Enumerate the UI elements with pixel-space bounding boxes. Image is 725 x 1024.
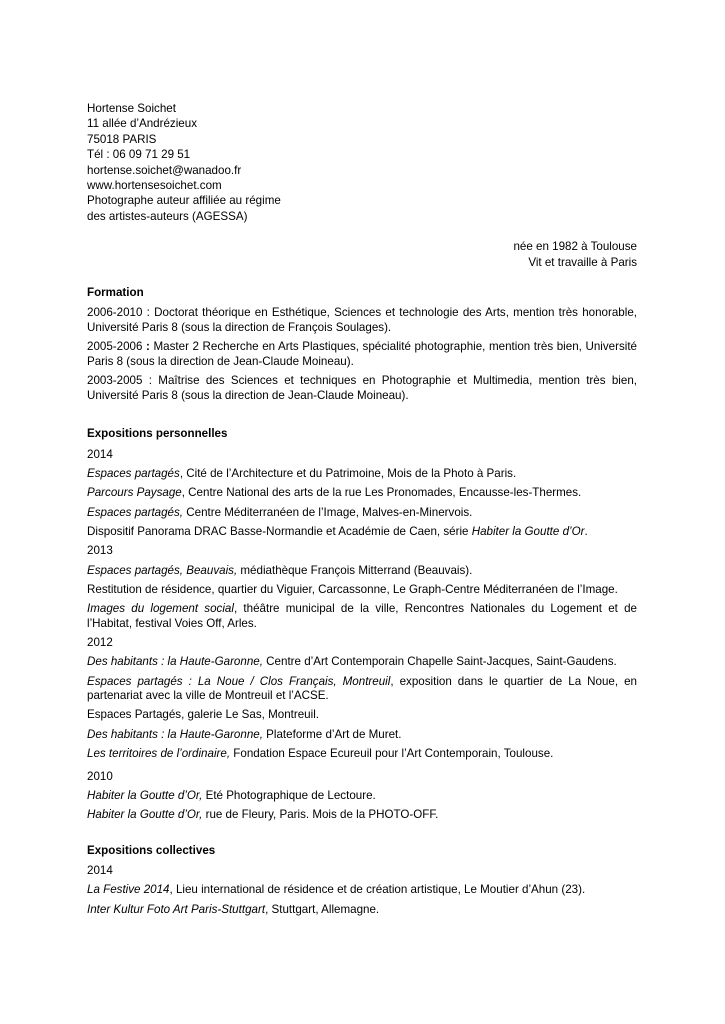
contact-role-line1: Photographe auteur affiliée au régime [87,194,281,208]
expositions-collectives-heading: Expositions collectives [87,843,216,857]
formation-entry-years: 2003-2005 : [87,374,152,388]
exhibition-item [87,602,637,631]
exhibition-details: Centre Méditerranéen de l’Image, Malves-en-Minervois. [183,505,473,519]
year-label: 2014 [87,447,113,461]
exhibition-details: , Cité de l’Architecture et du Patrimoine, Mois de la Photo à Paris. [179,467,517,481]
contact-block [87,101,637,224]
exhibition-item: Restitution de résidence, quartier du Viguier, Carcassonne, Le Graph-Centre Méditerranéen de l’Image. [87,582,618,596]
exhibition-item: Espaces Partagés, galerie Le Sas, Montreuil. [87,708,319,722]
birth-block [87,239,637,270]
formation-entry-years: 2005-2006 [87,340,143,354]
exhibition-title: Espaces partagés, Beauvais, [87,563,238,577]
formation-entry [87,340,637,369]
exhibition-title: Habiter la Goutte d’Or, [87,808,203,822]
section-spacer [87,403,637,426]
year-label: 2010 [87,769,113,783]
exhibition-title: Inter Kultur Foto Art Paris-Stuttgart [87,902,266,916]
contact-name: Hortense Soichet [87,102,176,115]
formation-entry-years: 2006-2010 : [87,306,150,320]
exhibition-item [87,789,637,804]
exhibition-item [87,903,637,918]
exhibition-title: Espaces partagés, [87,505,184,519]
contact-city: 75018 PARIS [87,132,157,146]
formation-section [87,285,637,403]
exhibition-details: , Stuttgart, Allemagne. [265,902,380,916]
exhibition-details: Eté Photographique de Lectoure. [202,788,376,802]
birth-line1: née en 1982 à Toulouse [513,240,637,254]
cv-page [87,101,637,917]
formation-entry [87,306,637,335]
exhibition-item [87,728,637,743]
exhibition-details: , Centre National des arts de la rue Les Pronomades, Encausse-les-Thermes. [181,486,582,500]
formation-entry [87,374,637,403]
section-spacer [87,823,637,843]
exhibition-details: , Lieu international de résidence et de création artistique, Le Moutier d’Ahun (23). [169,883,586,897]
exhibition-item [87,808,637,823]
expositions-collectives-section [87,843,637,918]
exhibition-item [87,747,637,762]
expositions-personnelles-heading: Expositions personnelles [87,427,228,441]
exhibition-title: La Festive 2014 [87,883,170,897]
contact-phone: Tél : 06 09 71 29 51 [87,148,191,162]
exhibition-item [87,486,637,501]
exhibition-title: Les territoires de l’ordinaire, [87,747,231,761]
exhibition-item [87,467,637,482]
exhibition-details: Plateforme d’Art de Muret. [262,727,402,741]
exhibition-details: Centre d’Art Contemporain Chapelle Saint-Jacques, Saint-Gaudens. [262,655,617,669]
birth-line2: Vit et travaille à Paris [528,255,637,269]
exhibition-title: Images du logement social [87,602,234,616]
exhibition-details: , exposition dans le quartier de La Noue, en partenariat avec la ville de Montreuil et l’ACSE. [87,674,638,703]
exhibition-details: Fondation Espace Ecureuil pour l’Art Contemporain, Toulouse. [230,747,554,761]
exhibition-item [87,655,637,670]
contact-website: www.hortensesoichet.com [87,179,222,193]
exhibition-details: médiathèque François Mitterrand (Beauvais). [237,563,473,577]
exhibition-item [87,675,637,704]
year-label: 2013 [87,544,113,558]
formation-entry-separator: : [142,340,154,354]
exhibition-item [87,506,637,521]
formation-entry-text: Maîtrise des Sciences et techniques en Photographie et Multimedia, mention très bien, Université Paris 8 (sous la direction de Jean-Claude Moineau). [87,374,637,402]
exhibition-title: Parcours Paysage [87,486,182,500]
formation-heading: Formation [87,286,144,300]
year-label: 2014 [87,864,113,878]
exhibition-item [87,564,637,579]
exhibition-title: Des habitants : la Haute-Garonne, [87,727,263,741]
exhibition-details: rue de Fleury, Paris. Mois de la PHOTO-OFF. [202,808,439,822]
exhibition-title: Espaces partagés : La Noue / Clos Français, Montreuil [87,674,391,688]
formation-entry-text: Master 2 Recherche en Arts Plastiques, spécialité photographie, mention très bien, Université Paris 8 (sous la direction de Jean-Claude Moineau). [87,340,637,368]
exhibition-details: , théâtre municipal de la ville, Rencontres Nationales du Logement et de l’Habitat, festival Voies Off, Arles. [87,602,637,630]
exhibition-title: Habiter la Goutte d’Or [471,525,585,539]
expositions-personnelles-section [87,426,637,822]
contact-street: 11 allée d’Andrézieux [87,117,197,131]
exhibition-item [87,525,637,540]
exhibition-title: Des habitants : la Haute-Garonne, [87,655,263,669]
exhibition-details: Dispositif Panorama DRAC Basse-Normandie et Académie de Caen, série [87,525,472,539]
formation-entry-text: Doctorat théorique en Esthétique, Sciences et technologie des Arts, mention très honorable, Université Paris 8 (sous la direction de François Soulages). [87,306,637,334]
contact-email: hortense.soichet@wanadoo.fr [87,163,242,177]
exhibition-punctuation: . [584,525,588,539]
exhibition-title: Habiter la Goutte d’Or, [87,788,203,802]
exhibition-item [87,883,637,898]
exhibition-title: Espaces partagés [87,467,180,481]
contact-role-line2: des artistes-auteurs (AGESSA) [87,209,248,223]
year-label: 2012 [87,636,113,650]
